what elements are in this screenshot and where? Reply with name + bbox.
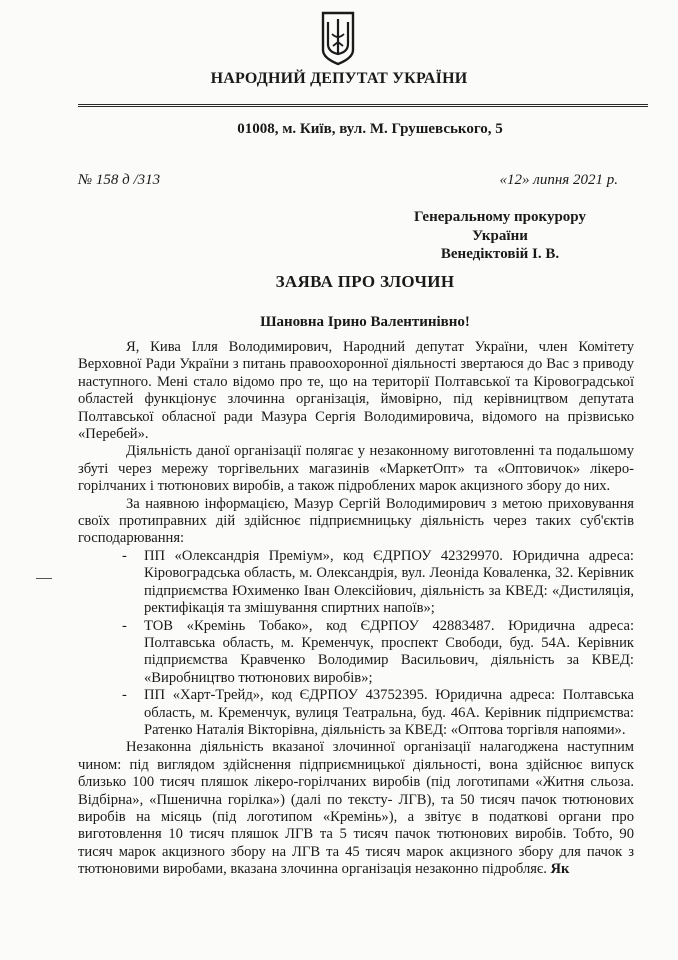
paragraph-activity: Діяльність даної організації полягає у незаконному виготовленні та подальшому збуті через мережу торгівельних магазинів «МаркетОпт» та «Оптовичок» лікеро-горілчаних і тютюнових виробів, а також підроблених марок акцизного збору до них. [78,443,634,495]
trident-emblem-icon [320,10,356,66]
recipient-line-1: Генеральному прокурору [414,209,586,225]
document-number: № 158 д /313 [78,172,161,188]
scan-mark [36,578,52,579]
recipient-line-2: України [472,227,528,244]
recipient-line-3: Венедіктовій І. В. [440,246,560,262]
entity-list [78,548,634,739]
paragraph-scheme-text: Незаконна діяльність вказаної злочинної організації налагоджена наступним чином: під виглядом здійснення підприємницької діяльності, вона здійснює випуск близько 100 тисяч пляшок лікеро-горілчаних виробів (під логотипами «Житня сльоза. Відбірна», «Пшенична горілка») (далі по тексту- ЛГВ), та 50 тисяч пачок тютюнових виробів на місяць (під логотипом «Кремінь»), а звітує в податкові органи про виготовлення 10 тисяч пляшок ЛГВ та 5 тисяч пачок тютюнових виробів. Тобто, 90 тисяч марок акцизного збору на ЛГВ та 45 тисяч марок акцизного збору для пачок з тютюновими виробами, вказана злочинна організація незаконно підробляє. [78,739,634,878]
entity-item-1 [122,547,634,618]
document-body [78,339,634,879]
paragraph-entities-intro: За наявною інформацією, Мазур Сергій Володимирович з метою приховування своїх протиправних дій здійснює підприємницьку діяльність через таких суб'єктів господарювання: [78,495,634,547]
document-date: «12» липня 2021 р. [499,172,618,188]
entity-item-3 [122,687,634,739]
paragraph-scheme [78,739,634,878]
entity-text-2: ТОВ «Кремінь Тобако», код ЄДРПОУ 42883487. Юридична адреса: Полтавська область, м. Кременчук, проспект Свободи, буд. 54А. Керівник підприємства Кравченко Володимир Васильович, діяльність за КВЕД: «Виробництво тютюнових виробів»; [144,617,634,686]
list-dash: - [122,547,127,564]
entity-text-1: ПП «Олександрія Преміум», код ЄДРПОУ 42329970. Юридична адреса: Кіровоградська область, м. Олександрія, вул. Леоніда Коваленка, 32. Керівник підприємства Юхименко Іван Олексійович, діяльність за КВЕД: «Дистиляція, ректифікація та змішування спиртних напоїв»; [144,547,634,617]
document-heading: ЗАЯВА ПРО ЗЛОЧИН [275,272,455,291]
paragraph-scheme-continuation: Як [550,861,570,878]
letterhead-divider [78,104,648,110]
paragraph-intro: Я, Кива Ілля Володимирович, Народний депутат України, член Комітету Верховної Ради України з питань правоохоронної діяльності звертаюся до Вас з приводу наступного. Мені стало відомо про те, що на території Полтавської та Кіровоградської областей функціонує злочинна організація, ймовірно, під керівництвом депутата Полтавської обласної ради Мазура Сергія Володимировича, відомого на прізвисько «Перебей». [78,339,634,443]
entity-item-2 [122,617,634,688]
recipient-block [380,208,620,264]
letterhead-title: НАРОДНИЙ ДЕПУТАТ УКРАЇНИ [210,70,468,87]
list-dash: - [122,687,127,704]
letterhead-address: 01008, м. Київ, вул. М. Грушевського, 5 [237,121,503,137]
list-dash: - [122,617,127,634]
entity-text-3: ПП «Харт-Трейд», код ЄДРПОУ 43752395. Юридична адреса: Полтавська область, м. Кременчук, вулиця Театральна, буд. 46А. Керівник підприємства: Ратенко Наталія Вікторівна, діяльність за КВЕД: «Оптова торгівля напоями». [144,687,634,738]
greeting: Шановна Ірино Валентинівно! [260,314,470,330]
